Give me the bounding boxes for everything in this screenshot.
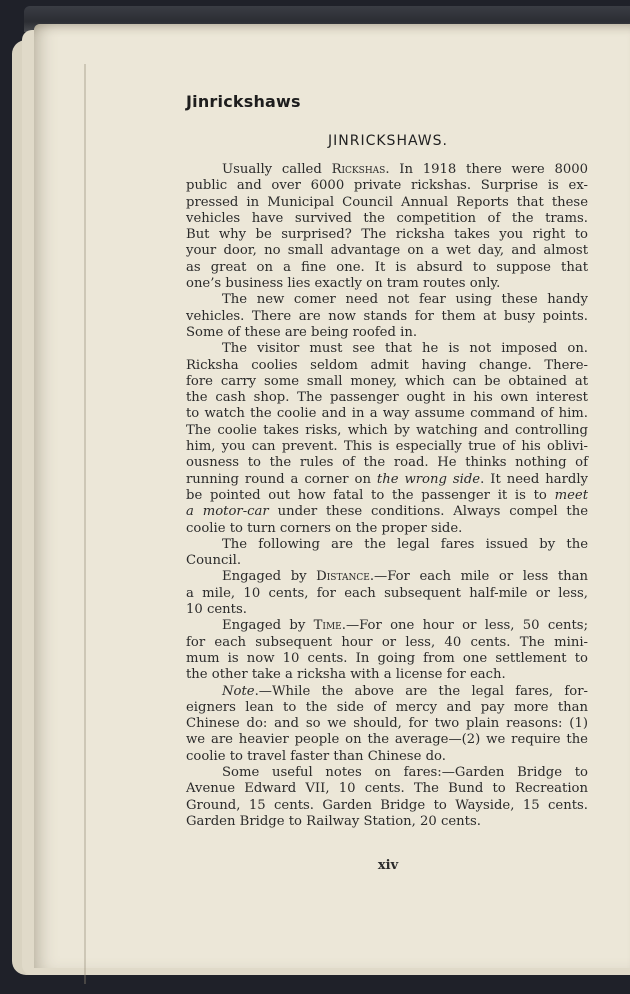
text-line — [186, 309, 588, 325]
text-line — [186, 195, 588, 211]
text-line — [186, 521, 588, 537]
text-run: Usually called — [222, 162, 332, 177]
text-line — [186, 732, 588, 748]
text-line — [186, 211, 588, 227]
text-run: Some of these are being roofed in. — [186, 324, 418, 340]
text-line — [186, 586, 588, 602]
page-title: JINRICKSHAWS. — [328, 133, 448, 149]
text-run: ousness to the rules of the road. He thinks nothing of — [186, 455, 588, 471]
text-run: Time — [313, 618, 342, 634]
text-line — [186, 276, 588, 292]
text-line — [186, 684, 588, 700]
gutter-shadow — [84, 64, 86, 984]
text-line — [186, 358, 588, 374]
text-run: public and over 6000 private rickshas. Surprise is ex- — [186, 178, 588, 194]
text-run: But why be surprised? The ricksha takes you right to — [186, 227, 588, 243]
text-run: vehicles. There are now stands for them at busy points. — [186, 308, 588, 324]
text-line — [186, 162, 588, 178]
text-line — [186, 602, 588, 618]
text-line — [186, 569, 588, 585]
text-run: him, you can prevent. This is especially true of his oblivi- — [186, 439, 588, 455]
text-line — [186, 423, 588, 439]
text-run: Ricksha coolies seldom admit having change. There- — [186, 357, 588, 373]
text-run: Distance — [316, 569, 370, 585]
text-run: as great on a fine one. It is absurd to suppose that — [186, 259, 588, 275]
text-run: .—For each mile or less than — [369, 569, 588, 585]
text-line — [186, 292, 588, 308]
text-run: your door, no small advantage on a wet day, and almost — [186, 243, 588, 259]
text-line — [186, 749, 588, 765]
text-line — [186, 765, 588, 781]
text-run: running round a corner on — [186, 471, 377, 487]
text-run: . It need hardly — [480, 471, 588, 487]
text-run: vehicles have survived the competition of the trams. — [186, 210, 588, 226]
text-run: coolie to travel faster than Chinese do. — [186, 748, 446, 764]
text-run: Note — [222, 683, 255, 699]
text-run: one’s business lies exactly on tram routes only. — [186, 276, 501, 292]
text-run: Garden Bridge to Railway Station, 20 cents. — [186, 813, 481, 829]
text-run: Council. — [186, 553, 242, 569]
text-run: In 1918 there were 8000 — [389, 162, 589, 177]
running-head: Jinrickshaws — [186, 92, 301, 111]
text-run: to watch the coolie and in a way assume command of him. — [186, 406, 588, 422]
text-line — [186, 553, 588, 569]
page-number: xiv — [377, 858, 399, 873]
text-line — [186, 243, 588, 259]
text-run: meet — [554, 487, 588, 503]
text-run: 10 cents. — [186, 602, 247, 618]
text-run: a mile, 10 cents, for each subsequent half-mile or less, — [186, 585, 588, 601]
text-run: Chinese do: and so we should, for two plain reasons: (1) — [186, 716, 588, 732]
text-run: under these conditions. Always compel the — [268, 504, 588, 520]
text-line — [186, 667, 588, 683]
text-line — [186, 260, 588, 276]
text-line — [186, 455, 588, 471]
text-run: be pointed out how fatal to the passenger it is to — [186, 487, 555, 503]
text-line — [186, 781, 588, 797]
text-run: pressed in Municipal Council Annual Reports that these — [186, 194, 588, 210]
text-line — [186, 814, 588, 830]
text-line — [186, 504, 588, 520]
text-run: the other take a ricksha with a license for each. — [186, 667, 506, 683]
text-run: The coolie takes risks, which by watching and controlling — [186, 422, 588, 438]
text-run: .—For one hour or less, 50 cents; — [341, 618, 589, 634]
text-line — [186, 700, 588, 716]
text-line — [186, 716, 588, 732]
text-run: the wrong side — [376, 471, 481, 487]
text-line — [186, 472, 588, 488]
text-line — [186, 390, 588, 406]
text-run: Ground, 15 cents. Garden Bridge to Wayside, 15 cents. — [186, 797, 588, 813]
body-text — [186, 162, 588, 830]
text-line — [186, 341, 588, 357]
text-line — [186, 227, 588, 243]
text-run: the cash shop. The passenger ought in his own interest — [186, 390, 588, 406]
text-run: Engaged by — [222, 618, 314, 634]
text-run: The following are the legal fares issued by the — [222, 536, 588, 552]
text-line — [186, 651, 588, 667]
text-run: for each subsequent hour or less, 40 cents. The mini- — [186, 634, 588, 650]
text-run: coolie to turn corners on the proper side. — [186, 520, 463, 536]
text-run: mum is now 10 cents. In going from one settlement to — [186, 650, 588, 666]
text-run: The visitor must see that he is not imposed on. — [222, 341, 588, 357]
text-line — [186, 439, 588, 455]
text-run: eigners lean to the side of mercy and pay more than — [186, 699, 588, 715]
text-run: fore carry some small money, which can be obtained at — [186, 373, 588, 389]
text-line — [186, 325, 588, 341]
text-run: we are heavier people on the average—(2) we require the — [186, 732, 588, 748]
text-line — [186, 537, 588, 553]
text-run: a motor-car — [186, 504, 269, 520]
text-line — [186, 635, 588, 651]
text-line — [186, 798, 588, 814]
text-run: Some useful notes on fares:—Garden Bridge to — [222, 764, 588, 780]
text-run: .—While the above are the legal fares, for- — [254, 683, 588, 699]
text-run: Rickshas. — [331, 162, 390, 177]
text-run: Avenue Edward VII, 10 cents. The Bund to Recreation — [186, 781, 588, 797]
text-line — [186, 374, 588, 390]
text-line — [186, 618, 588, 634]
text-line — [186, 488, 588, 504]
text-run: The new comer need not fear using these handy — [222, 292, 588, 308]
text-line — [186, 178, 588, 194]
text-run: Engaged by — [222, 569, 317, 585]
text-line — [186, 406, 588, 422]
